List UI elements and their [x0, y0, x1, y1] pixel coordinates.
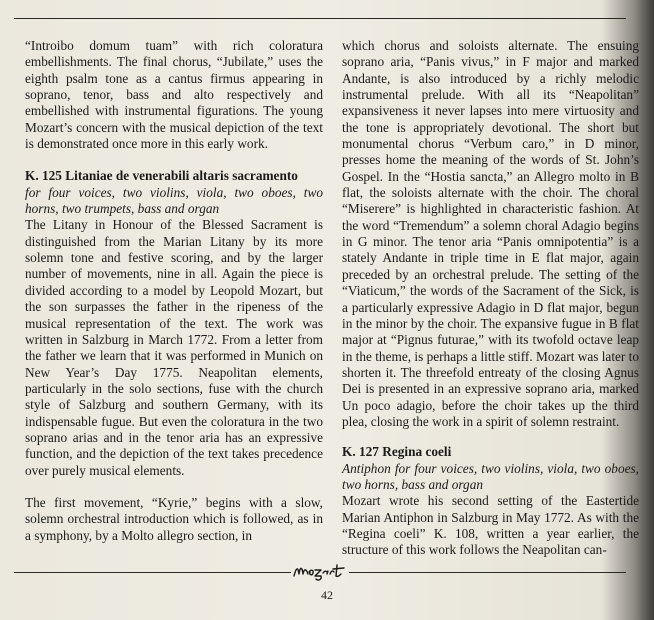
k125-heading: K. 125 Litaniae de venerabili altaris sacramento — [25, 168, 298, 184]
k127-heading: K. 127 Regina coeli — [342, 444, 452, 460]
left-paragraph-1: “Introibo domum tuam” with rich coloratura embellishments. The final chorus, “Jubilate,” uses the eighth psalm tone as a cantus firmus appearing in soprano, tenor, bass and alto respectively and embellished with instrumental figurations. The young Mozart’s concern with the musical depiction of the text is demonstrated once more in this early work. — [25, 38, 323, 152]
left-paragraph-3: The first movement, “Kyrie,” begins with a slow, solemn orchestral introduction which is followed, as in a symphony, by a Molto allegro section, in — [25, 494, 323, 543]
page-number: 42 — [321, 588, 333, 602]
top-rule — [14, 18, 626, 19]
left-paragraph-2: The Litany in Honour of the Blessed Sacrament is distinguished from the Marian Litany by its more solemn tone and festive scoring, and by the larger number of movements, nine in all. Again the piece is divided according to a model by Leopold Mozart, but the son surpasses the father in the ripeness of the musical representation of the text. The work was written in Salzburg in March 1772. From a letter from the father we learn that it was performed in Munich on New Year’s Day 1775. Neapolitan elements, particularly in the solo sections, fuse with the church style of Salzburg and southern Germany, with its indispensable fugue. But even the coloratura in the two soprano arias and in the tenor aria has an expressive function, and the depiction of the text takes precedence over purely musical elements. — [25, 217, 323, 478]
right-paragraph-1: which chorus and soloists alternate. The ensuing soprano aria, “Panis vivus,” in F major and marked Andante, is also introduced by a richly melodic instrumental prelude. With all its “Neapolitan” expansiveness it never lapses into mere virtuosity and the tone is appropriately devotional. The short but monumental chorus “Verbum caro,” in D minor, presses home the meaning of the words of St. John’s Gospel. In the “Hostia sancta,” an Allegro molto in B flat, the soloists alternate with the choir. The choral “Miserere” is highlighted in characteristic fashion. At the word “Tremendum” a solemn choral Adagio begins in G minor. The tenor aria “Panis omnipotentia” is a stately Andante in triple time in E flat major, again preceded by an orchestral prelude. The setting of the “Viaticum,” the words of the Sacrament of the Sick, is a particularly expressive Adagio in D flat major, begun in the minor by the choir. The expansive fugue in B flat major at “Pignus futurae,” with its twofold octave leap in the theme, is perhaps a little stiff. Mozart was later to shorten it. The threefold entreaty of the closing Agnus Dei is presented in an expressive soprano aria, marked Un poco adagio, before the choir takes up the third plea, closing the work in a spirit of solemn restraint. — [342, 38, 640, 429]
left-column — [25, 38, 323, 544]
right-column — [342, 38, 639, 559]
k125-subtitle: for four voices, two violins, viola, two oboes, two horns, two trumpets, bass and organ — [25, 184, 323, 217]
k127-subtitle: Antiphon for four voices, two violins, viola, two oboes, two horns, bass and organ — [342, 460, 639, 492]
mozart-signature-logo — [291, 560, 349, 582]
right-paragraph-2: Mozart wrote his second setting of the Eastertide Marian Antiphon in Salzburg in May 1772. As with the “Regina coeli” K. 108, written a year earlier, the structure of this work follows the Neapolitan can- — [342, 493, 639, 558]
